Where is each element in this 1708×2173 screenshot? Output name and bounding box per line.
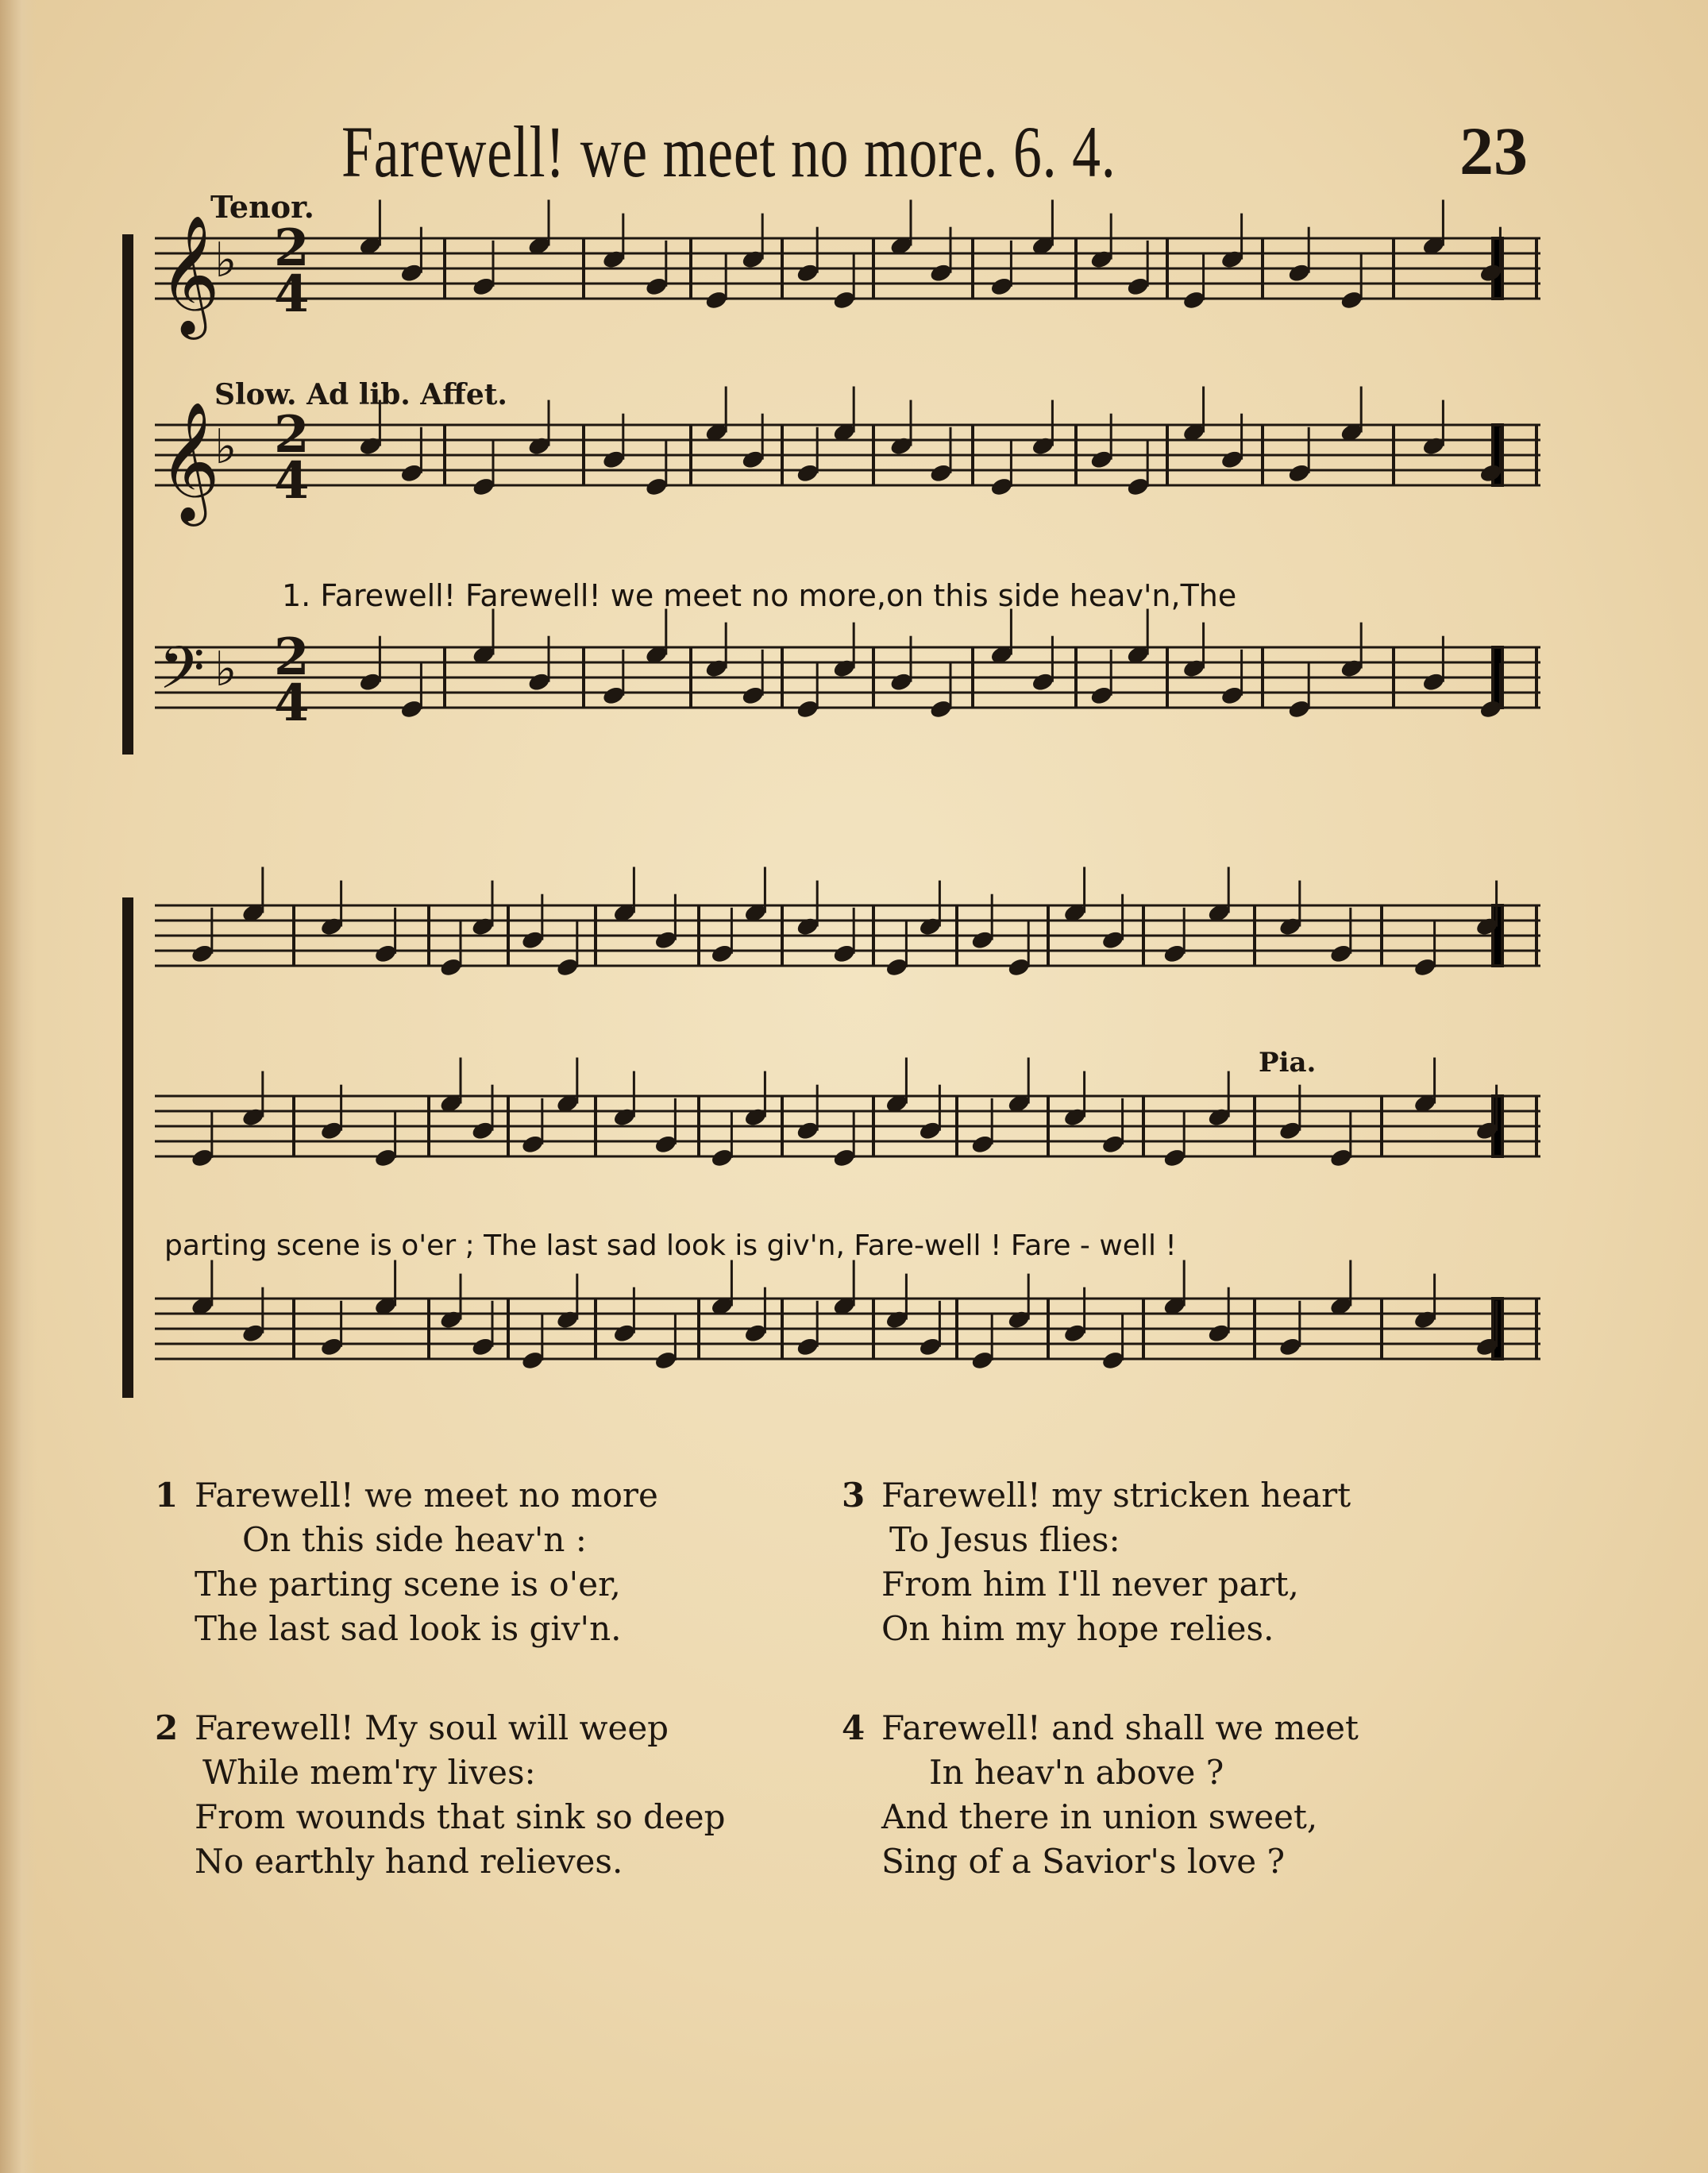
stanza-line: From him I'll never part,	[881, 1565, 1299, 1604]
stanza-line: No earthly hand relieves.	[195, 1842, 623, 1881]
treble-clef-icon: 𝄞	[159, 214, 220, 334]
stanza-line: Farewell! my stricken heart	[881, 1476, 1351, 1515]
stanza-3	[842, 1473, 1351, 1651]
time-signature-top: 2	[274, 218, 310, 278]
stanza-line: From wounds that sink so deep	[195, 1797, 726, 1836]
stanza-2	[155, 1706, 726, 1884]
stanza-number: 2	[155, 1708, 179, 1747]
lyrics-line-1: 1. Farewell! Farewell! we meet no more,on this side heav'n,The	[282, 578, 1237, 613]
stanza-line: And there in union sweet,	[881, 1797, 1318, 1836]
lyrics-line-2: parting scene is o'er ; The last sad look is giv'n, Fare-well ! Fare - well !	[164, 1229, 1177, 1262]
dynamic-marking: Pia.	[1259, 1047, 1317, 1079]
stanza-line: To Jesus flies:	[889, 1520, 1120, 1559]
stanza-line: Farewell! My soul will weep	[195, 1708, 669, 1747]
stanza-4	[842, 1706, 1359, 1884]
stanza-line: The parting scene is o'er,	[195, 1565, 621, 1604]
stanza-line: Sing of a Savior's love ?	[881, 1842, 1286, 1881]
time-signature-top: 2	[274, 627, 310, 687]
stanza-number: 3	[842, 1476, 866, 1515]
stanza-line: Farewell! and shall we meet	[881, 1708, 1359, 1747]
time-signature-top: 2	[274, 405, 310, 465]
flat-icon: ♭	[214, 233, 237, 288]
hymn-title: Farewell! we meet no more. 6. 4.	[341, 111, 1116, 192]
stanza-number: 1	[155, 1476, 179, 1515]
time-signature-bottom: 4	[274, 451, 310, 511]
stanza-1	[155, 1473, 658, 1651]
flat-icon: ♭	[214, 642, 237, 697]
stanza-line: In heav'n above ?	[929, 1753, 1224, 1792]
stanza-number: 4	[842, 1708, 866, 1747]
bass-clef-icon: 𝄢	[159, 634, 205, 717]
flat-icon: ♭	[214, 419, 237, 475]
stanza-line: On him my hope relies.	[881, 1609, 1274, 1648]
stanza-line: Farewell! we meet no more	[195, 1476, 658, 1515]
stanza-line: On this side heav'n :	[242, 1520, 587, 1559]
stanza-line: The last sad look is giv'n.	[195, 1609, 622, 1648]
tempo-marking: Slow. Ad lib. Affet.	[214, 378, 507, 411]
time-signature-bottom: 4	[274, 674, 310, 733]
time-signature-bottom: 4	[274, 264, 310, 324]
stanza-line: While mem'ry lives:	[202, 1753, 536, 1792]
page-number: 23	[1459, 113, 1528, 189]
part-label: Tenor.	[210, 189, 314, 225]
treble-clef-icon: 𝄞	[159, 400, 220, 521]
